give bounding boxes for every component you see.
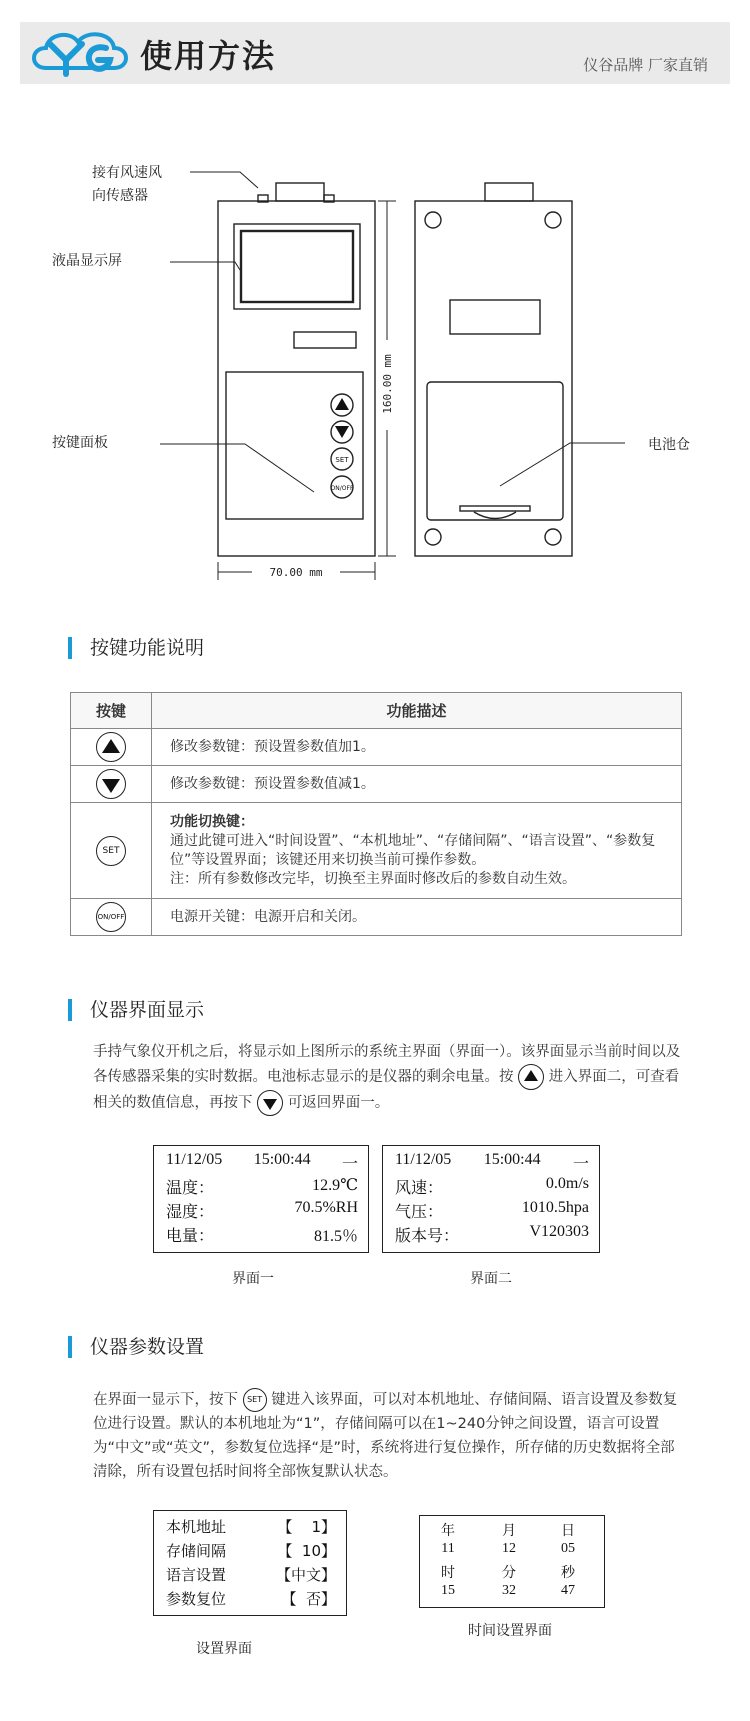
page-header bbox=[20, 22, 730, 84]
section-heading-display: 仪器界面显示 bbox=[68, 998, 204, 1022]
key-desc: 通过此键可进入“时间设置”、“本机地址”、“存储间隔”、“语言设置”、“参数复位”等设置界面；该键还用来切换当前可操作参数。 bbox=[170, 832, 656, 868]
key-desc-title: 功能切换键： bbox=[170, 813, 254, 830]
lcd-data-row: 气压： 1010.5hpa bbox=[395, 1199, 589, 1221]
table-row bbox=[71, 729, 682, 766]
table-row bbox=[71, 766, 682, 803]
height-dimension-label: 160.00 mm bbox=[381, 354, 394, 414]
lcd-time: 15:00:44 bbox=[253, 1151, 311, 1168]
set-key-icon bbox=[331, 448, 353, 470]
up-key-icon bbox=[331, 394, 353, 416]
keypad-label: 按键面板 bbox=[52, 435, 108, 451]
lcd-flag: 一 bbox=[341, 1156, 358, 1173]
screen-one-caption: 界面一 bbox=[232, 1271, 274, 1287]
width-dimension-label: 70.00 mm bbox=[269, 566, 323, 579]
sensor-label-line2: 向传感器 bbox=[92, 188, 148, 204]
sensor-label-line1: 接有风速风 bbox=[92, 165, 162, 181]
settings-screen-caption: 设置界面 bbox=[196, 1641, 252, 1657]
brand-slogan: 仪谷品牌 厂家直销 bbox=[583, 56, 708, 74]
device-diagram bbox=[0, 120, 750, 610]
key-function-table bbox=[70, 692, 682, 936]
down-arrow-key-icon bbox=[96, 769, 126, 799]
page-title: 使用方法 bbox=[140, 37, 277, 75]
lcd-flag: 一 bbox=[572, 1156, 589, 1173]
key-desc-note: 注：所有参数修改完毕，切换至主界面时修改后的参数自动生效。 bbox=[170, 870, 576, 887]
table-row bbox=[71, 803, 682, 899]
section-heading-settings: 仪器参数设置 bbox=[68, 1335, 204, 1359]
set-key-icon: SET bbox=[96, 836, 126, 866]
device-back-view bbox=[415, 183, 572, 556]
lcd-time: 15:00:44 bbox=[483, 1151, 541, 1168]
up-arrow-key-icon bbox=[96, 732, 126, 762]
set-key-icon: SET bbox=[243, 1388, 267, 1412]
lcd-status-row bbox=[166, 1151, 358, 1173]
key-desc: 修改参数键：预设置参数值加1。 bbox=[152, 729, 682, 766]
table-row bbox=[71, 899, 682, 936]
device-front-view bbox=[218, 183, 375, 556]
svg-text:SET: SET bbox=[335, 456, 349, 464]
display-paragraph: 手持气象仪开机之后，将显示如上图所示的系统主界面（界面一）。该界面显示当前时间以及各传感器采集的实时数据。电池标志显示的是仪器的剩余电量。按 进入界面二，可查看相关的数值信息，再按下 可返回界面一。 bbox=[93, 1040, 685, 1116]
lcd-data-row: 温度： 12.9℃ bbox=[166, 1177, 358, 1197]
time-screen-caption: 时间设置界面 bbox=[468, 1623, 552, 1639]
lcd-date: 11/12/05 bbox=[395, 1151, 452, 1168]
yg-brand-logo-icon bbox=[26, 24, 136, 82]
svg-text:ON/OFF: ON/OFF bbox=[330, 485, 354, 492]
lcd-screen-one bbox=[153, 1145, 369, 1253]
col-header-desc: 功能描述 bbox=[152, 693, 682, 729]
key-desc: 修改参数键：预设置参数值减1。 bbox=[152, 766, 682, 803]
up-arrow-key-icon bbox=[518, 1064, 544, 1090]
screen-two-caption: 界面二 bbox=[470, 1271, 512, 1287]
time-setting-screen: 年 月 日 11 12 05 时 分 秒 15 32 47 bbox=[419, 1515, 605, 1608]
lcd-data-row: 湿度： 70.5%RH bbox=[166, 1199, 358, 1221]
section-heading-keys: 按键功能说明 bbox=[68, 636, 204, 660]
down-key-icon bbox=[331, 421, 353, 443]
down-arrow-key-icon bbox=[257, 1090, 283, 1116]
lcd-data-row: 版本号： V120303 bbox=[395, 1223, 589, 1245]
onoff-key-icon: ON/OFF bbox=[96, 902, 126, 932]
lcd-label: 液晶显示屏 bbox=[52, 253, 122, 269]
lcd-date: 11/12/05 bbox=[166, 1151, 223, 1168]
lcd-screen-two bbox=[382, 1145, 600, 1253]
settings-paragraph: 在界面一显示下，按下 SET 键进入该界面，可以对本机地址、存储间隔、语言设置及参数复位进行设置。默认的本机地址为“1”，存储间隔可以在1~240分钟之间设置，语言可设置为“中文”或“英文”，参数复位选择“是”时，系统将进行复位操作，所存储的历史数据将全部清除，所有设置包括时间将全部恢复默认状态。 bbox=[93, 1388, 685, 1484]
battery-label: 电池仓 bbox=[648, 437, 690, 453]
table-header-row bbox=[71, 693, 682, 729]
lcd-data-row: 电量： 81.5％ bbox=[166, 1228, 358, 1245]
key-desc: 电源开关键：电源开启和关闭。 bbox=[152, 899, 682, 936]
lcd-data-row: 风速： 0.0m/s bbox=[395, 1175, 589, 1197]
col-header-key: 按键 bbox=[71, 693, 152, 729]
onoff-key-icon bbox=[331, 476, 354, 498]
lcd-status-row bbox=[395, 1151, 589, 1173]
settings-screen: 本机地址 【 1】 存储间隔 【 10】 语言设置 【中文】 参数复位 【 否】 bbox=[153, 1510, 347, 1616]
